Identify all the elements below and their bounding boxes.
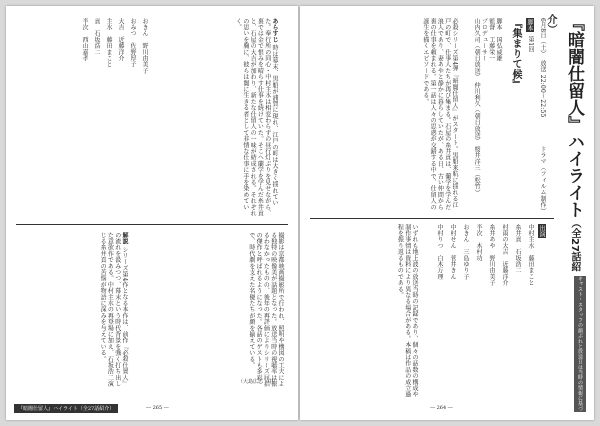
cast-row: 糸井あや 野川由美子: [488, 224, 495, 287]
right-page: [300, 6, 594, 420]
drama-label: ドラマ（フィルム制作）: [539, 146, 546, 215]
cast-row: 中村せん 菅井きん: [449, 224, 456, 280]
cast-entry: 貢 石坂浩二: [93, 18, 100, 56]
cast-row: 半次 木村功: [475, 224, 482, 262]
episode-airdate: 6月8日（土） 放送 22:00〜22:55: [539, 18, 546, 118]
episode-title: 『集まりて候』: [510, 18, 521, 90]
cast-block: [68, 18, 148, 218]
cast-list: [424, 224, 534, 404]
cast-row: おきん 三島ゆり子: [462, 224, 469, 280]
side-banner: キャスト・スタッフの顔ぶれと放送日は当時の情報に基づく: [574, 276, 586, 412]
page-number: ― 265 ―: [146, 405, 169, 411]
cast-row: 中村りつ 白木万理: [436, 224, 443, 280]
cast-entry: 半次 西山嘉孝: [81, 18, 88, 62]
commentary-text: 解説 シリーズ第4作となる本作は、前作『必殺仕置人』の流れを汲みつつ、幕末という時代背景を強く打ち出した意欲作である。中村主水の再登場に加え、石坂浩二演じる糸井貢の苦悩が物語に深みを与えている。: [99, 232, 128, 387]
cast-entry: 大吉 近藤洋介: [117, 18, 124, 62]
guest-tag: 出演: [538, 225, 545, 237]
left-page: [6, 6, 298, 420]
staff-credits: 脚本 国弘威雄 監督 工藤栄一 プロデューサー 山内久司（朝日放送） 仲川利久（朝日放送） 桜井洋三（松竹）: [473, 18, 502, 196]
body-text: 撮影は京都映画撮影所で行われ、照明や構図の工夫による独特の映像美が話題となった。放送当時の視聴率は振るわなかったものの、後年の再評価によりシリーズ屈指の傑作と呼ばれるようになった。各話のゲストも多彩で、時代劇を支えた名優たちが顔を揃えている。: [247, 232, 284, 387]
page-title: 『暗闇仕留人』ハイライト（全27話紹介）: [545, 14, 584, 272]
cast-row: 糸井貢 石坂浩二: [514, 224, 521, 274]
summary-label: あらすじ: [271, 18, 278, 43]
cast-row: 中村主水 藤田まこと: [527, 224, 534, 287]
divider: [16, 224, 288, 225]
cast-entry: おみつ 佐野厚子: [129, 18, 136, 68]
cast-entry: おきん 野川由美子: [141, 18, 148, 74]
cast-row: 村雨の大吉 近藤洋介: [501, 224, 508, 287]
page-number: ― 264 ―: [430, 405, 453, 411]
episode-synopsis: 必殺シリーズ第4弾『暗闇仕留人』がスタート。黒船来航に揺れる江戸の町で、仕事人たちが再び集まる。石屋の糸井貢は、蘭学を学んだ浪人であり、妻あやと静かに暮らしていたが、ある日、古い仲間から裏の仕事を頼まれる。第一話は人々の思惑が交錯する中で、仕留人の誕生を描くエピソードである。: [421, 18, 458, 211]
divider: [310, 218, 554, 219]
footer-caption: 『暗闇仕留人』ハイライト（全27話紹介）: [14, 404, 118, 413]
notes-text: いずれも地上波の放送当時の記録であり、個々の話数の構成や制作事情は資料により異なる場合がある。本稿は作品の成立過程を振り返るものである。: [396, 224, 418, 398]
credit: （大島広志 中）: [237, 379, 278, 385]
tag-script: 脚本: [526, 19, 533, 31]
summary-text: あらすじ 時は幕末、黒船が浦賀に現れ、江戸の町は大きく揺れていた。奉行所の同心・中村主水は相変わらずの昼行灯ぶりを見せながら、裏では金で恨みを晴らす仕事を続けていた。そこへ蘭学を学んだ糸井貢と、石屋の大吉が加わり、新たな仕留人の一味が結成される。それぞれの思いを胸に、彼らは闇に生きる者として非情な仕事に手を染めていく。: [234, 18, 278, 217]
cast-entry: 主水 藤田まこと: [105, 18, 112, 68]
commentary-label: 解説: [121, 232, 128, 245]
episode-series-no: 第1回: [527, 36, 534, 53]
